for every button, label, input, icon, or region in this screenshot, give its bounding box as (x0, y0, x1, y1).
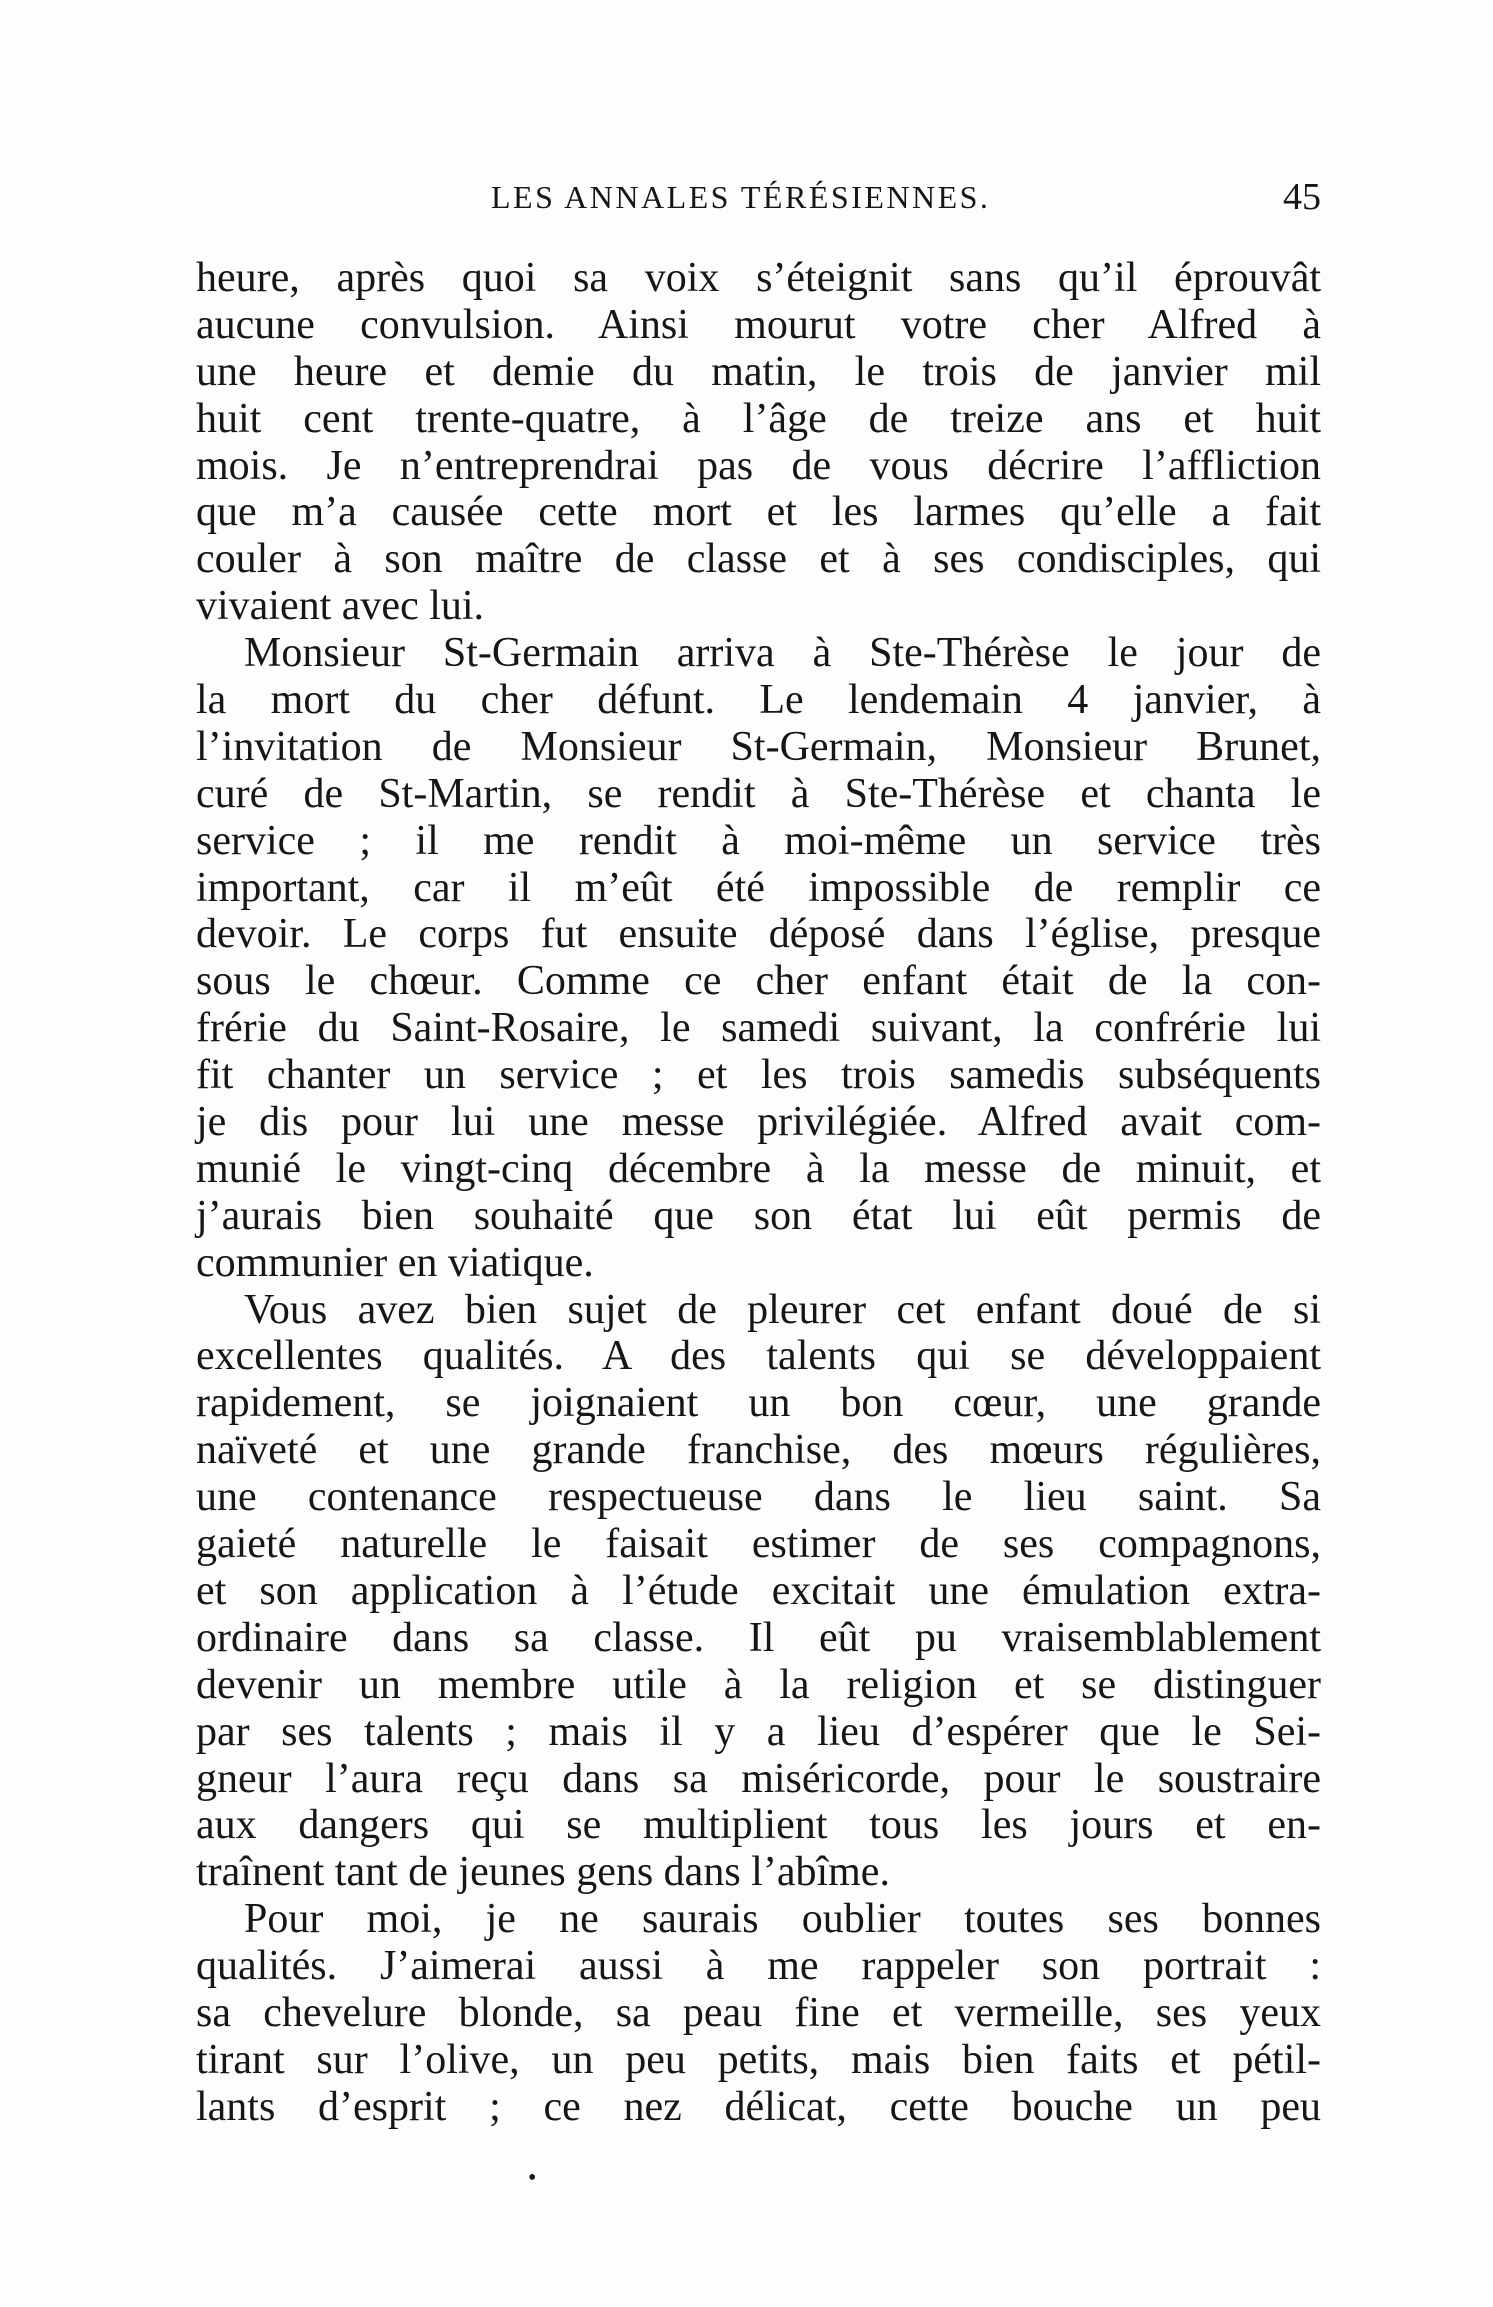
text-line: fit chanter un service ; et les trois samedis subséquents (196, 1052, 1321, 1099)
text-line: aucune convulsion. Ainsi mourut votre cher Alfred à (196, 301, 1321, 348)
text-line: ordinaire dans sa classe. Il eût pu vraisemblablement (196, 1614, 1321, 1661)
text-line: sa chevelure blonde, sa peau fine et vermeille, ses yeux (196, 1989, 1321, 2036)
text-line: mois. Je n’entreprendrai pas de vous décrire l’affliction (196, 442, 1321, 489)
text-line: tirant sur l’olive, un peu petits, mais bien faits et pétil- (196, 2036, 1321, 2083)
text-line: important, car il m’eût été impossible de remplir ce (196, 864, 1321, 911)
text-line: communier en viatique. (196, 1239, 594, 1286)
text-line: gaieté naturelle le faisait estimer de ses compagnons, (196, 1521, 1321, 1568)
text-line: par ses talents ; mais il y a lieu d’espérer que le Sei- (196, 1708, 1321, 1755)
text-line: traînent tant de jeunes gens dans l’abîme. (196, 1849, 890, 1896)
text-line: frérie du Saint-Rosaire, le samedi suivant, la confrérie lui (196, 1005, 1321, 1052)
text-line: qualités. J’aimerai aussi à me rappeler son portrait : (196, 1943, 1321, 1990)
text-line: et son application à l’étude excitait une émulation extra- (196, 1567, 1321, 1614)
text-line: munié le vingt-cinq décembre à la messe de minuit, et (196, 1145, 1321, 1192)
running-title: LES ANNALES TÉRÉSIENNES. (491, 179, 991, 215)
running-head (196, 172, 1321, 222)
text-line: curé de St-Martin, se rendit à Ste-Thérèse et chanta le (196, 770, 1321, 817)
text-line: naïveté et une grande franchise, des mœurs régulières, (196, 1427, 1321, 1474)
text-line: j’aurais bien souhaité que son état lui eût permis de (196, 1192, 1321, 1239)
body-text (196, 255, 1321, 2131)
text-line: une heure et demie du matin, le trois de janvier mil (196, 348, 1321, 395)
text-line: devenir un membre utile à la religion et se distinguer (196, 1661, 1321, 1708)
text-line: heure, après quoi sa voix s’éteignit sans qu’il éprouvât (196, 255, 1321, 301)
text-line: excellentes qualités. A des talents qui se développaient (196, 1333, 1321, 1380)
text-line: huit cent trente-quatre, à l’âge de treize ans et huit (196, 395, 1321, 442)
text-line: aux dangers qui se multiplient tous les jours et en- (196, 1802, 1321, 1849)
text-line: Monsieur St-Germain arriva à Ste-Thérèse le jour de (244, 630, 1321, 677)
text-line: lants d’esprit ; ce nez délicat, cette bouche un peu (196, 2083, 1321, 2130)
text-line: couler à son maître de classe et à ses condisciples, qui (196, 536, 1321, 583)
text-line: devoir. Le corps fut ensuite déposé dans l’église, presque (196, 911, 1321, 958)
text-line: gneur l’aura reçu dans sa miséricorde, pour le soustraire (196, 1755, 1321, 1802)
text-line: la mort du cher défunt. Le lendemain 4 janvier, à (196, 677, 1321, 724)
text-line: Pour moi, je ne saurais oublier toutes ses bonnes (244, 1896, 1321, 1943)
text-line: vivaient avec lui. (196, 583, 485, 630)
page-number: 45 (1283, 176, 1321, 218)
text-line: que m’a causée cette mort et les larmes qu’elle a fait (196, 489, 1321, 536)
text-line: Vous avez bien sujet de pleurer cet enfant doué de si (244, 1286, 1321, 1333)
text-line: l’invitation de Monsieur St-Germain, Monsieur Brunet, (196, 723, 1321, 770)
text-line: service ; il me rendit à moi-même un service très (196, 817, 1321, 864)
text-line: je dis pour lui une messe privilégiée. Alfred avait com- (196, 1099, 1321, 1146)
text-line: une contenance respectueuse dans le lieu saint. Sa (196, 1474, 1321, 1521)
text-line: sous le chœur. Comme ce cher enfant était de la con- (196, 958, 1321, 1005)
footer-mark: • (528, 2165, 537, 2191)
text-line: rapidement, se joignaient un bon cœur, une grande (196, 1380, 1321, 1427)
